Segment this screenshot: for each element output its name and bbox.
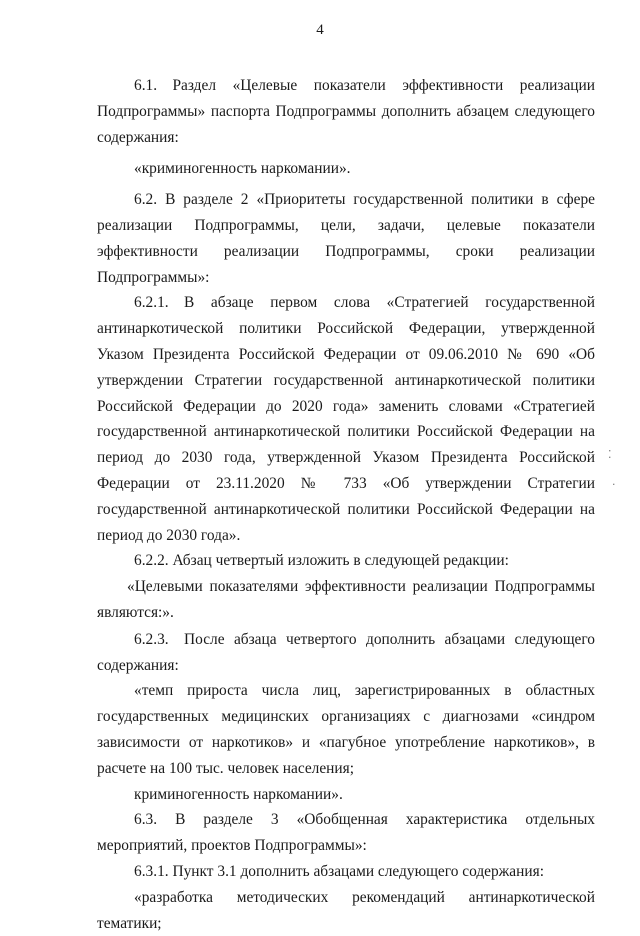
paragraph-6-2-3: 6.2.3. После абзаца четвертого дополнить абзацами следующего содержания:: [97, 630, 595, 674]
paragraph-6-1-quote: «криминогенность наркомании».: [134, 160, 351, 178]
paragraph-6-3: 6.3. В разделе 3 «Обобщенная характеристика отдельных мероприятий, проектов Подпрограммы»:: [97, 811, 595, 855]
paragraph-6-2-2: 6.2.2. Абзац четвертый изложить в следующей редакции:: [134, 552, 509, 570]
paragraph-6-2: 6.2. В разделе 2 «Приоритеты государственной политики в сфере реализации Подпрограммы, цели, задачи, целевые показатели эффективности реализации Подпрограммы, сроки реализации Подпрограммы»:: [97, 191, 595, 286]
paragraph-6-3-1: 6.3.1. Пункт 3.1 дополнить абзацами следующего содержания:: [134, 862, 544, 880]
paragraph-6-1: 6.1. Раздел «Целевые показатели эффективности реализации Подпрограммы» паспорта Подпрограммы дополнить абзацем следующего содержания:: [97, 77, 595, 146]
paragraph-6-2-2-quote: «Целевыми показателями эффективности реализации Подпрограммы являются:».: [97, 578, 595, 621]
paragraph-6-2-3-quote-end: криминогенность наркомании».: [134, 785, 343, 803]
paragraph-6-2-3-quote: «темп прироста числа лиц, зарегистрированных в областных государственных медицинских организациях с диагнозами «синдром зависимости от наркотиков» и «пагубное употребление наркотиков», в расчете на 100 тыс. человек населения;: [97, 682, 595, 777]
margin-mark: ⁚: [608, 448, 612, 461]
document-body: [97, 73, 595, 936]
paragraph-6-3-1-quote: «разработка методических рекомендаций антинаркотической тематики;: [97, 888, 595, 932]
margin-mark: ·: [612, 478, 616, 491]
paragraph-6-2-1: 6.2.1. В абзаце первом слова «Стратегией государственной антинаркотической политики Российской Федерации, утвержденной Указом Президента Российской Федерации от 09.06.2010 № 690 «Об утверждении Стратегии государственной антинаркотической политики Российской Федерации до 2020 года» заменить словами «Стратегией государственной антинаркотической политики Российской Федерации на период до 2030 года, утвержденной Указом Президента Российской Федерации от 23.11.2020 № 733 «Об утверждении Стратегии государственной антинаркотической политики Российской Федерации на период до 2030 года».: [97, 294, 595, 544]
page-number: 4: [316, 22, 324, 38]
